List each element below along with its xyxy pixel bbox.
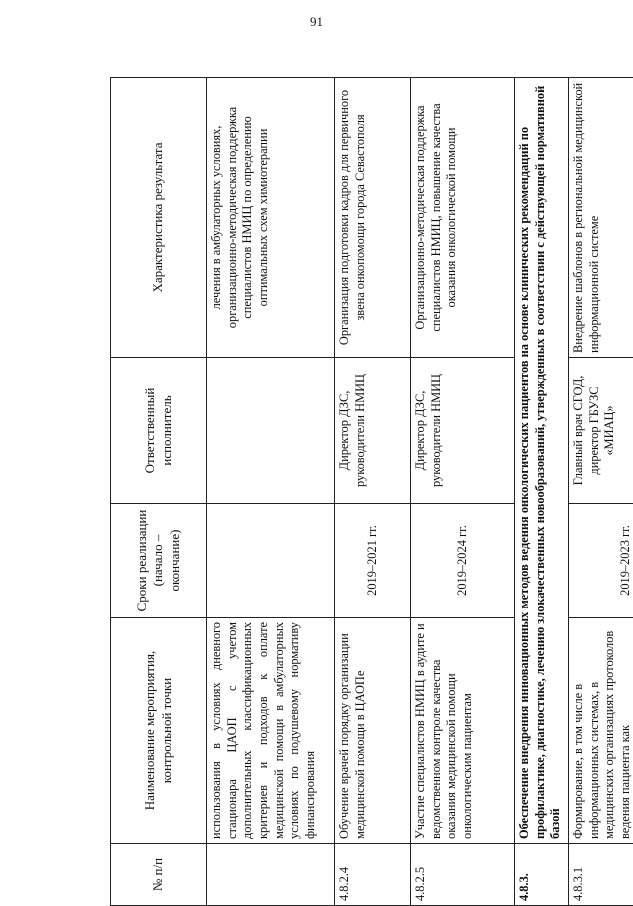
cell-name: Участие специалистов НМИЦ в аудите и ведомственном контроле качества оказания медицинской помощи онкологическим пациентам <box>411 618 515 844</box>
cell-executor: Директор ДЗС, руководители НМИЦ <box>411 358 515 504</box>
page-number: 91 <box>0 14 633 30</box>
header-result: Характеристика результата <box>111 78 207 358</box>
section-row <box>515 78 569 906</box>
cell-result: Организация подготовки кадров для первичного звена онкопомощи города Севастополя <box>335 78 411 358</box>
cell-dates: 2019–2023 гг. <box>569 504 633 618</box>
cell-dates <box>207 504 335 618</box>
cell-dates: 2019–2024 гг. <box>411 504 515 618</box>
rotated-table-container <box>110 0 500 906</box>
header-executor: Ответственный исполнитель <box>111 358 207 504</box>
cell-result: лечения в амбулаторных условиях, организационно-методическая поддержка специалистов НМИЦ по определению оптимальных схем химиотерапии <box>207 78 335 358</box>
header-name: Наименование мероприятия, контрольной точки <box>111 618 207 844</box>
cell-executor: Главный врач СГОД, директор ГБУЗС «МИАЦ» <box>569 358 633 504</box>
section-title: Обеспечение внедрения инновационных методов ведения онкологических пациентов на основе клинических рекомендаций по профилактике, диагностике, лечению злокачественных новообразований, утвержденных в соответствии с действующей нормативной базой <box>515 78 569 844</box>
section-num: 4.8.3. <box>515 844 569 906</box>
cell-num: 4.8.2.5 <box>411 844 515 906</box>
cell-result: Организационно-методическая поддержка специалистов НМИЦ, повышение качества оказания онкологической помощи <box>411 78 515 358</box>
cell-executor <box>207 358 335 504</box>
header-num: № п/п <box>111 844 207 906</box>
cell-name: использования в условиях дневного стационара ЦАОП с учетом дополнительных классификационных критериев и подходов к оплате медицинской помощи в амбулаторных условиях по подушевому нормативу финансирования <box>207 618 335 844</box>
table-header-row <box>111 78 207 906</box>
table-row <box>411 78 515 906</box>
cell-name: Формирование, в том числе в информационных системах, в медицинских организациях протоколов ведения пациента как <box>569 618 633 844</box>
cell-result: Внедрение шаблонов в региональной медицинской информационной системе <box>569 78 633 358</box>
cell-num: 4.8.2.4 <box>335 844 411 906</box>
cell-name: Обучение врачей порядку организации медицинской помощи в ЦАОПе <box>335 618 411 844</box>
header-dates: Сроки реализации (начало – окончание) <box>111 504 207 618</box>
cell-num: 4.8.3.1 <box>569 844 633 906</box>
cell-executor: Директор ДЗС, руководители НМИЦ <box>335 358 411 504</box>
table-row <box>335 78 411 906</box>
table-row <box>207 78 335 906</box>
table-row <box>569 78 633 906</box>
cell-dates: 2019–2021 гг. <box>335 504 411 618</box>
cell-num <box>207 844 335 906</box>
plan-table <box>110 77 633 906</box>
